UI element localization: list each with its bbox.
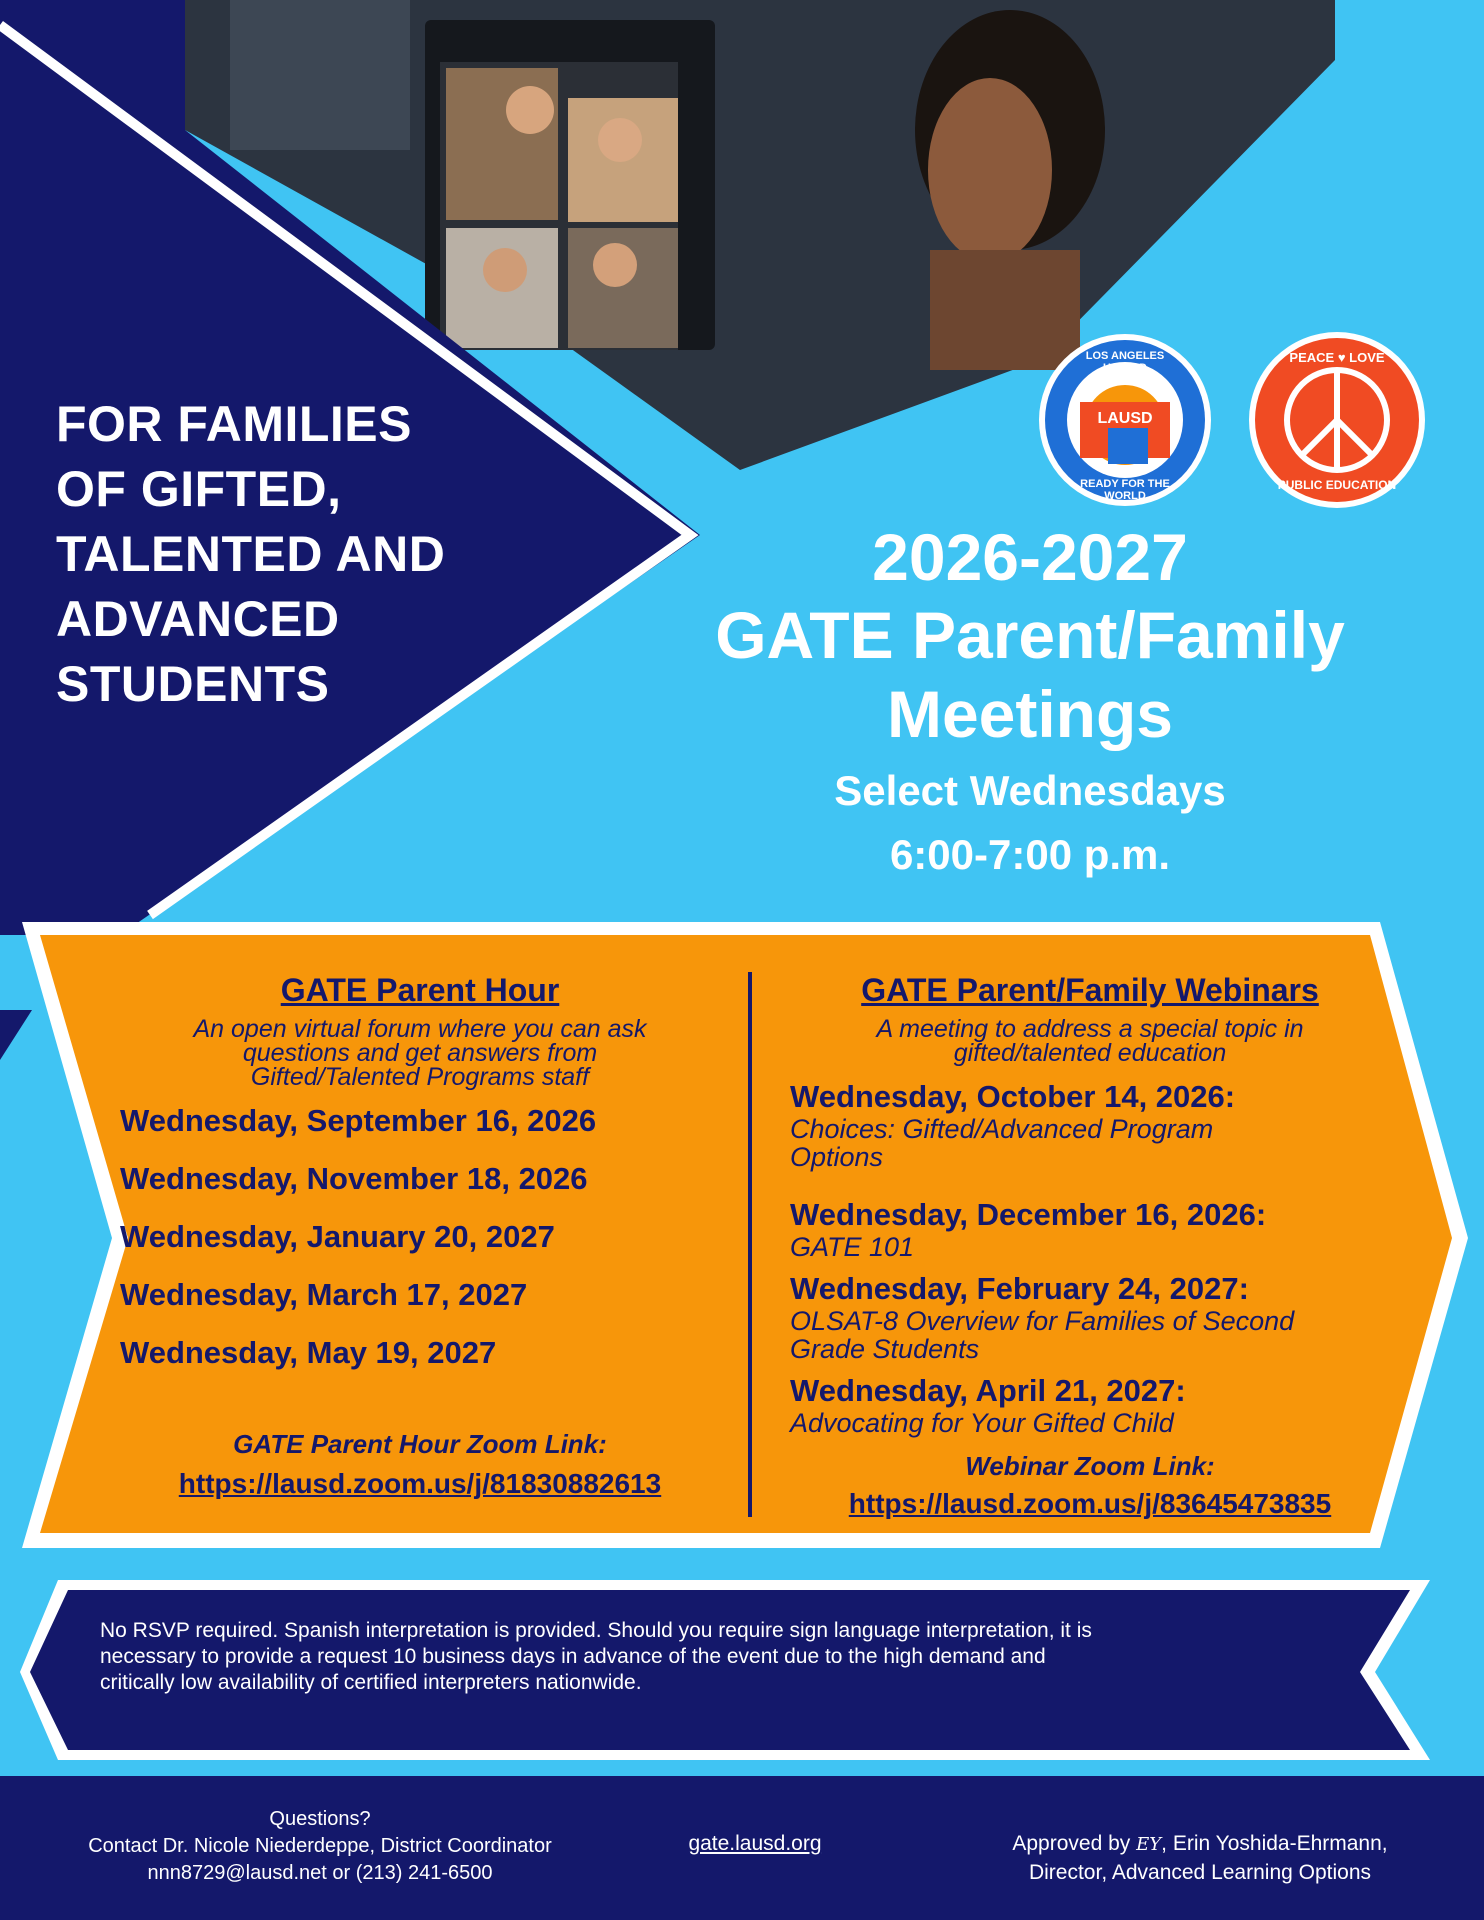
webinar-item — [790, 1197, 1390, 1261]
webinar-item — [790, 1271, 1390, 1363]
parent-hour-date: Wednesday, September 16, 2026 — [120, 1103, 597, 1138]
footer-contact-name: Contact Dr. Nicole Niederdeppe, District Coordinator — [88, 1835, 552, 1857]
parent-hour-desc: An open virtual forum where you can ask — [193, 1015, 647, 1043]
lausd-logo-mark: LAUSD — [1097, 410, 1153, 427]
webinar-topic: GATE 101 — [790, 1232, 915, 1262]
parent-hour-zoom-link[interactable]: https://lausd.zoom.us/j/81830882613 — [178, 1468, 662, 1499]
notice-line: critically low availability of certified interpreters nationwide. — [100, 1671, 642, 1694]
parent-hour-date: Wednesday, March 17, 2027 — [120, 1277, 528, 1312]
webinar-date: Wednesday, February 24, 2027: — [790, 1271, 1249, 1306]
webinar-topic: OLSAT-8 Overview for Families of Second — [790, 1306, 1295, 1336]
footer-website-link[interactable]: gate.lausd.org — [688, 1832, 822, 1855]
parent-hour-column — [120, 972, 720, 1500]
page-title: GATE Parent/Family — [715, 598, 1345, 672]
approver-title: Director, Advanced Learning Options — [1028, 1861, 1372, 1884]
audience-line: TALENTED AND — [56, 526, 446, 582]
approved-prefix: Approved by — [1012, 1832, 1131, 1855]
meeting-days: Select Wednesdays — [834, 767, 1226, 814]
webinar-topic: Advocating for Your Gifted Child — [790, 1408, 1174, 1438]
webinar-link-label: Webinar Zoom Link: — [965, 1451, 1215, 1481]
school-year: 2026-2027 — [872, 520, 1188, 594]
webinar-topic: Choices: Gifted/Advanced Program — [790, 1114, 1214, 1144]
lausd-logo-bottom-text: READY FOR THE WORLD — [1080, 478, 1170, 502]
audience-heading — [56, 392, 526, 717]
footer-contact — [40, 1806, 600, 1887]
footer-approval — [940, 1830, 1460, 1887]
interpretation-notice — [100, 1618, 1400, 1696]
parent-hour-date: Wednesday, November 18, 2026 — [120, 1161, 588, 1196]
approver-name: , Erin Yoshida-Ehrmann, — [1161, 1832, 1388, 1855]
peace-logo-top-text: PEACE ♥ LOVE — [1289, 350, 1385, 365]
column-divider — [748, 972, 752, 1517]
webinars-column — [790, 972, 1390, 1520]
audience-line: STUDENTS — [56, 656, 330, 712]
meeting-time: 6:00-7:00 p.m. — [889, 831, 1171, 878]
webinar-topic: Options — [790, 1142, 884, 1172]
parent-hour-date: Wednesday, January 20, 2027 — [120, 1219, 555, 1254]
audience-line: OF GIFTED, — [56, 461, 342, 517]
webinar-item — [790, 1079, 1390, 1171]
parent-hour-date: Wednesday, May 19, 2027 — [120, 1335, 497, 1370]
webinar-zoom-link[interactable]: https://lausd.zoom.us/j/83645473835 — [848, 1488, 1332, 1519]
webinar-topic: Grade Students — [790, 1334, 980, 1364]
webinars-heading: GATE Parent/Family Webinars — [861, 972, 1319, 1008]
webinars-desc: A meeting to address a special topic in — [876, 1015, 1304, 1043]
title-block — [590, 518, 1470, 888]
webinar-item — [790, 1373, 1390, 1437]
webinar-date: Wednesday, October 14, 2026: — [790, 1079, 1236, 1114]
page-title-line2: Meetings — [886, 677, 1174, 751]
webinars-desc: gifted/talented education — [953, 1039, 1227, 1067]
webinar-date: Wednesday, December 16, 2026: — [790, 1197, 1267, 1232]
footer-contact-info[interactable]: nnn8729@lausd.net or (213) 241-6500 — [147, 1862, 493, 1884]
parent-hour-heading: GATE Parent Hour — [280, 972, 560, 1008]
audience-line: FOR FAMILIES — [56, 396, 412, 452]
webinar-date: Wednesday, April 21, 2027: — [790, 1373, 1186, 1408]
parent-hour-desc: Gifted/Talented Programs staff — [250, 1063, 590, 1091]
peace-logo-bottom-text: PUBLIC EDUCATION — [1277, 478, 1397, 492]
audience-line: ADVANCED — [56, 591, 340, 647]
parent-hour-desc: questions and get answers from — [242, 1039, 598, 1067]
notice-line: necessary to provide a request 10 business days in advance of the event due to the high demand and — [100, 1645, 1046, 1668]
footer-questions: Questions? — [269, 1808, 371, 1830]
lausd-logo-top-text: LOS ANGELES UNIFIED — [1085, 350, 1165, 374]
notice-line: No RSVP required. Spanish interpretation is provided. Should you require sign language interpretation, it is — [100, 1619, 1092, 1642]
approver-signature: EY — [1136, 1834, 1162, 1855]
parent-hour-link-label: GATE Parent Hour Zoom Link: — [233, 1429, 607, 1459]
